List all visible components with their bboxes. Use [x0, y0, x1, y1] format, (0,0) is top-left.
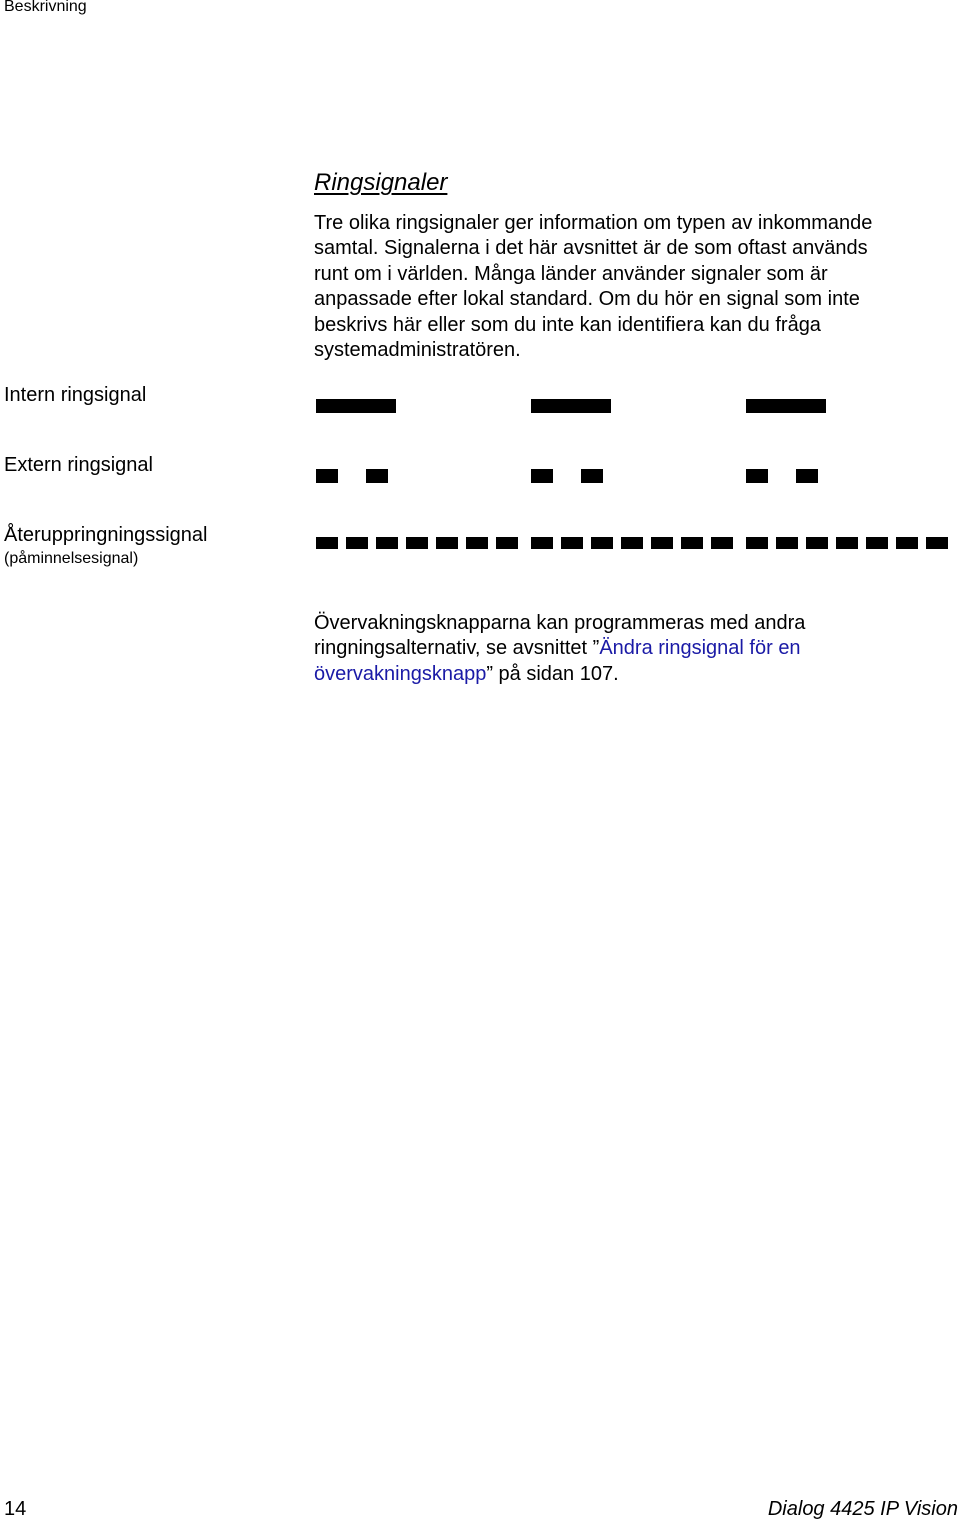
signal-burst [316, 399, 396, 413]
signal-burst [711, 537, 733, 549]
signal-burst [316, 469, 338, 483]
note-line: Övervakningsknapparna kan programmeras med andra [314, 612, 806, 634]
note-text: ” på sidan 107. [486, 662, 619, 685]
signal-burst [531, 537, 553, 549]
intro-line: Tre olika ringsignaler ger information om typen av inkommande [314, 212, 873, 234]
signal-burst [926, 537, 948, 549]
intro-line: anpassade efter lokal standard. Om du hör en signal som inte [314, 288, 860, 311]
callback-signal-sublabel: (påminnelsesignal) [4, 550, 139, 567]
signal-burst [366, 469, 388, 483]
internal-ring-signal-label: Intern ringsignal [4, 384, 147, 406]
signal-burst [376, 537, 398, 549]
signal-burst [436, 537, 458, 549]
signal-burst [681, 537, 703, 549]
signal-burst [836, 537, 858, 549]
signal-burst [591, 537, 613, 549]
callback-signal-label: Återuppringningssignal [4, 524, 208, 546]
signal-burst [496, 537, 518, 549]
signal-burst [316, 537, 338, 549]
callback-signal-pattern [316, 535, 956, 555]
signal-burst [406, 537, 428, 549]
signal-burst [746, 469, 768, 483]
signal-burst [581, 469, 603, 483]
signal-burst [866, 537, 888, 549]
external-ring-signal-diagram [316, 467, 956, 487]
document-title: Dialog 4425 IP Vision [767, 1498, 958, 1520]
note-text: ringningsalternativ, se avsnittet ” [314, 637, 600, 660]
callback-signal-diagram [316, 535, 956, 555]
note-line [314, 662, 954, 687]
signal-burst [746, 537, 768, 549]
signal-burst [651, 537, 673, 549]
section-title: Ringsignaler [314, 169, 448, 196]
intro-line: samtal. Signalerna i det här avsnittet är de som oftast används [314, 237, 868, 260]
intro-paragraph [314, 211, 954, 363]
signal-burst [466, 537, 488, 549]
external-ring-signal-pattern [316, 467, 956, 487]
signal-burst [531, 399, 611, 413]
note-paragraph [314, 611, 954, 687]
intro-line: beskrivs här eller som du inte kan identifiera kan du fråga [314, 313, 821, 336]
page-number: 14 [4, 1498, 27, 1520]
signal-burst [346, 537, 368, 549]
cross-reference-link[interactable]: Ändra ringsignal för en [599, 637, 801, 660]
external-ring-signal-label: Extern ringsignal [4, 454, 153, 476]
internal-ring-signal-pattern [316, 397, 956, 417]
signal-burst [531, 469, 553, 483]
signal-burst [746, 399, 826, 413]
intro-line: systemadministratören. [314, 339, 521, 362]
cross-reference-link-continued[interactable]: övervakningsknapp [314, 662, 487, 685]
signal-burst [561, 537, 583, 549]
internal-ring-signal-diagram [316, 397, 956, 417]
note-line [314, 636, 954, 661]
signal-burst [776, 537, 798, 549]
running-header: Beskrivning [4, 0, 87, 15]
signal-burst [621, 537, 643, 549]
intro-line: runt om i världen. Många länder använder signaler som är [314, 262, 828, 285]
signal-burst [806, 537, 828, 549]
signal-burst [796, 469, 818, 483]
signal-burst [896, 537, 918, 549]
